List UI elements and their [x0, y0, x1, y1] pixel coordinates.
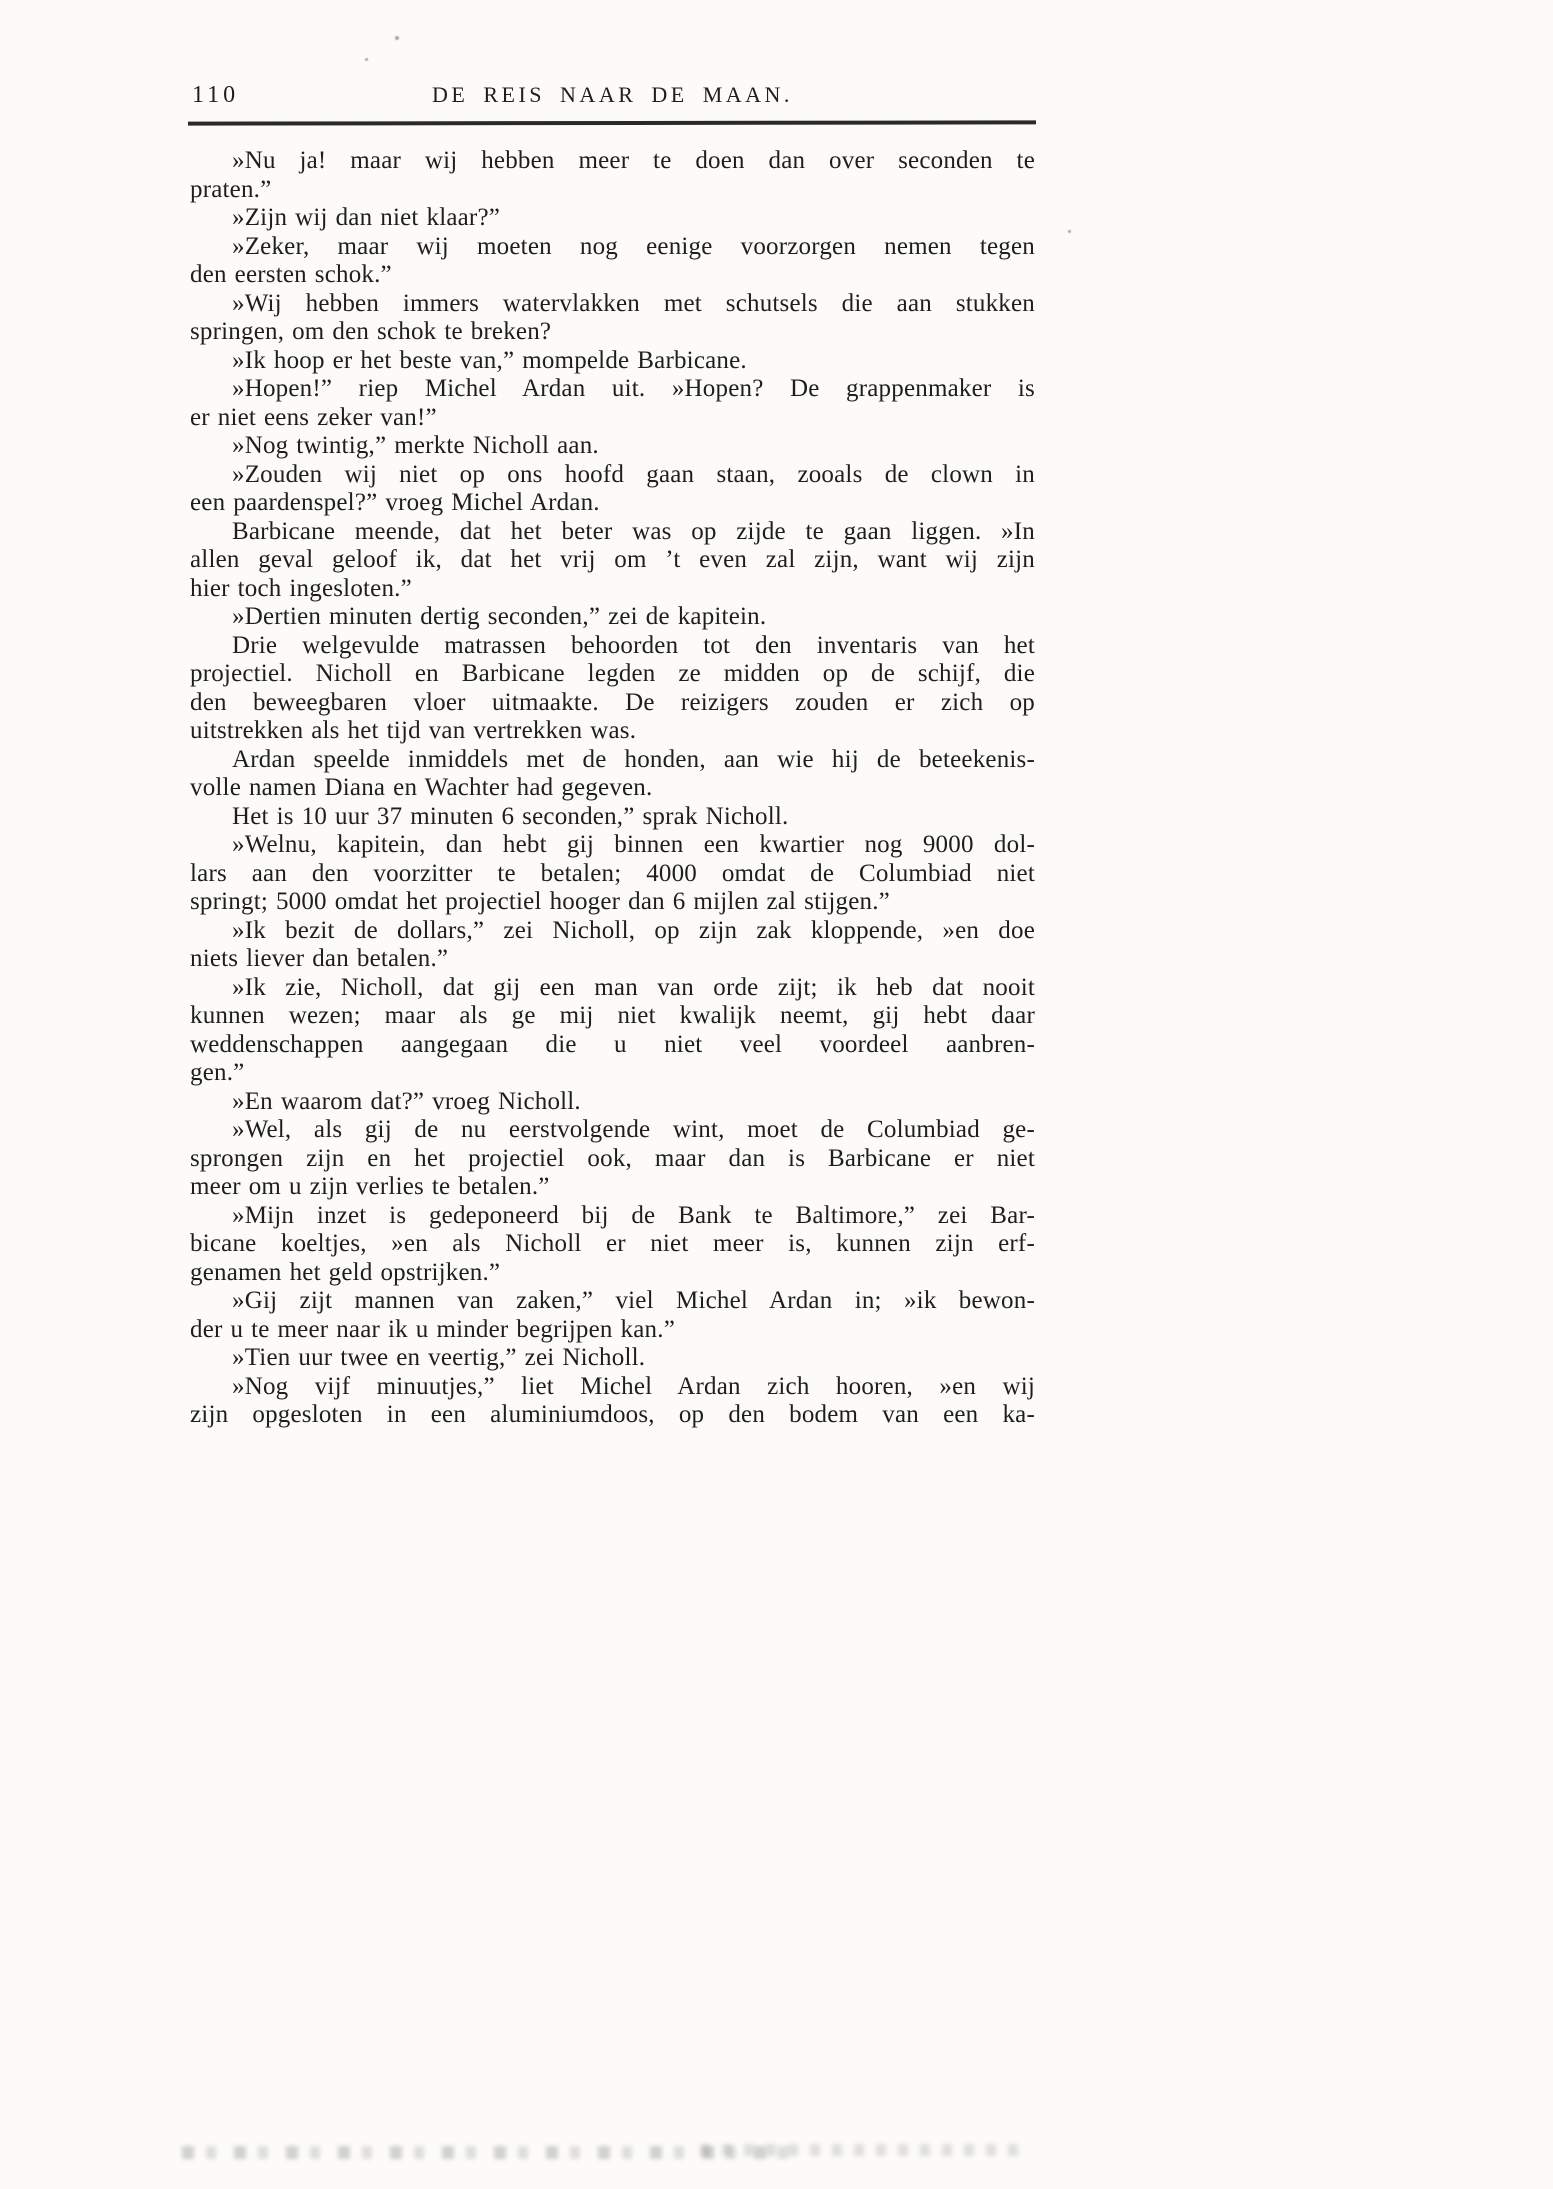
text-line: »Wij hebben immers watervlakken met schutsels die aan stukken [232, 289, 1035, 317]
text-line: volle namen Diana en Wachter had gegeven. [190, 774, 653, 801]
paragraph [190, 204, 1035, 233]
scan-speck [395, 36, 399, 40]
text-line: »En waarom dat?” vroeg Nicholl. [232, 1087, 581, 1115]
text-line: springen, om den schok te breken? [190, 318, 552, 345]
text-line: Ardan speelde inmiddels met de honden, aan wie hij de beteekenis- [232, 745, 1035, 773]
scan-artifact [700, 2144, 1020, 2156]
text-line: er niet eens zeker van!” [190, 403, 437, 431]
page-header [190, 82, 1035, 114]
text-line: »Hopen!” riep Michel Ardan uit. »Hopen? De grappenmaker is [232, 375, 1035, 402]
paragraph [190, 233, 1035, 290]
text-line: praten.” [190, 175, 272, 203]
text-line: een paardenspel?” vroeg Michel Ardan. [190, 489, 600, 516]
text-line: sprongen zijn en het projectiel ook, maar dan is Barbicane er niet [190, 1144, 1035, 1172]
paragraph [190, 1202, 1035, 1288]
paragraph [190, 603, 1035, 632]
text-line: den eersten schok.” [190, 261, 392, 288]
paragraph [190, 831, 1035, 917]
text-line: »Zeker, maar wij moeten nog eenige voorzorgen nemen tegen [232, 232, 1035, 260]
text-line: lars aan den voorzitter te betalen; 4000 omdat de Columbiad niet [190, 859, 1035, 887]
paragraph [190, 347, 1035, 376]
paragraph [190, 1287, 1035, 1344]
text-line: »Ik bezit de dollars,” zei Nicholl, op zijn zak kloppende, »en doe [232, 916, 1035, 944]
text-line: den beweegbaren vloer uitmaakte. De reizigers zouden er zich op [190, 688, 1035, 716]
paragraph [190, 803, 1035, 832]
text-line: allen geval geloof ik, dat het vrij om ’t even zal zijn, want wij zijn [190, 546, 1035, 573]
text-line: hier toch ingesloten.” [190, 574, 412, 602]
paragraph [190, 290, 1035, 347]
text-line: der u te meer naar ik u minder begrijpen kan.” [190, 1315, 676, 1343]
text-block [190, 147, 1035, 1430]
text-line: »Mijn inzet is gedeponeerd bij de Bank te Baltimore,” zei Bar- [232, 1201, 1035, 1229]
text-line: weddenschappen aangegaan die u niet veel voordeel aanbren- [190, 1030, 1035, 1058]
text-line: Het is 10 uur 37 minuten 6 seconden,” sprak Nicholl. [232, 802, 789, 830]
text-line: »Zouden wij niet op ons hoofd gaan staan, zooals de clown in [232, 460, 1035, 488]
paragraph [190, 461, 1035, 518]
text-line: springt; 5000 omdat het projectiel hooger dan 6 mijlen zal stijgen.” [190, 888, 890, 915]
text-line: »Welnu, kapitein, dan hebt gij binnen een kwartier nog 9000 dol- [232, 831, 1035, 858]
text-line: »Nog vijf minuutjes,” liet Michel Ardan zich hooren, »en wij [232, 1372, 1035, 1400]
paragraph [190, 518, 1035, 604]
text-line: niets liever dan betalen.” [190, 945, 449, 972]
paragraph [190, 375, 1035, 432]
paragraph [190, 974, 1035, 1088]
scan-speck [1068, 230, 1071, 233]
text-line: genamen het geld opstrijken.” [190, 1258, 501, 1286]
text-line: zijn opgesloten in een aluminiumdoos, op den bodem van een ka- [190, 1401, 1035, 1428]
text-line: »Nu ja! maar wij hebben meer te doen dan over seconden te [232, 147, 1035, 174]
text-line: uitstrekken als het tijd van vertrekken was. [190, 717, 637, 744]
text-line: Barbicane meende, dat het beter was op zijde te gaan liggen. »In [232, 517, 1035, 545]
page-number: 110 [192, 82, 240, 108]
paragraph [190, 1088, 1035, 1117]
paragraph [190, 917, 1035, 974]
scan-speck [365, 58, 368, 61]
paragraph [190, 632, 1035, 746]
text-line: Drie welgevulde matrassen behoorden tot den inventaris van het [232, 631, 1035, 659]
text-line: »Ik hoop er het beste van,” mompelde Barbicane. [232, 346, 747, 374]
paragraph [190, 147, 1035, 204]
running-title: DE REIS NAAR DE MAAN. [432, 82, 793, 107]
header-rule [188, 120, 1036, 125]
text-line: meer om u zijn verlies te betalen.” [190, 1173, 550, 1200]
paragraph [190, 1373, 1035, 1430]
text-line: »Zijn wij dan niet klaar?” [232, 204, 501, 231]
text-line: »Tien uur twee en veertig,” zei Nicholl. [232, 1344, 646, 1371]
text-line: bicane koeltjes, »en als Nicholl er niet meer is, kunnen zijn erf- [190, 1230, 1035, 1257]
text-line: gen.” [190, 1059, 245, 1086]
text-line: »Dertien minuten dertig seconden,” zei de kapitein. [232, 603, 767, 630]
paragraph [190, 1116, 1035, 1202]
text-line: »Ik zie, Nicholl, dat gij een man van orde zijt; ik heb dat nooit [232, 973, 1035, 1001]
paragraph [190, 432, 1035, 461]
paragraph [190, 1344, 1035, 1373]
text-line: projectiel. Nicholl en Barbicane legden ze midden op de schijf, die [190, 660, 1035, 687]
text-line: kunnen wezen; maar als ge mij niet kwalijk neemt, gij hebt daar [190, 1002, 1035, 1029]
text-line: »Gij zijt mannen van zaken,” viel Michel Ardan in; »ik bewon- [232, 1287, 1035, 1314]
text-line: »Wel, als gij de nu eerstvolgende wint, moet de Columbiad ge- [232, 1116, 1035, 1143]
paragraph [190, 746, 1035, 803]
text-line: »Nog twintig,” merkte Nicholl aan. [232, 432, 599, 459]
